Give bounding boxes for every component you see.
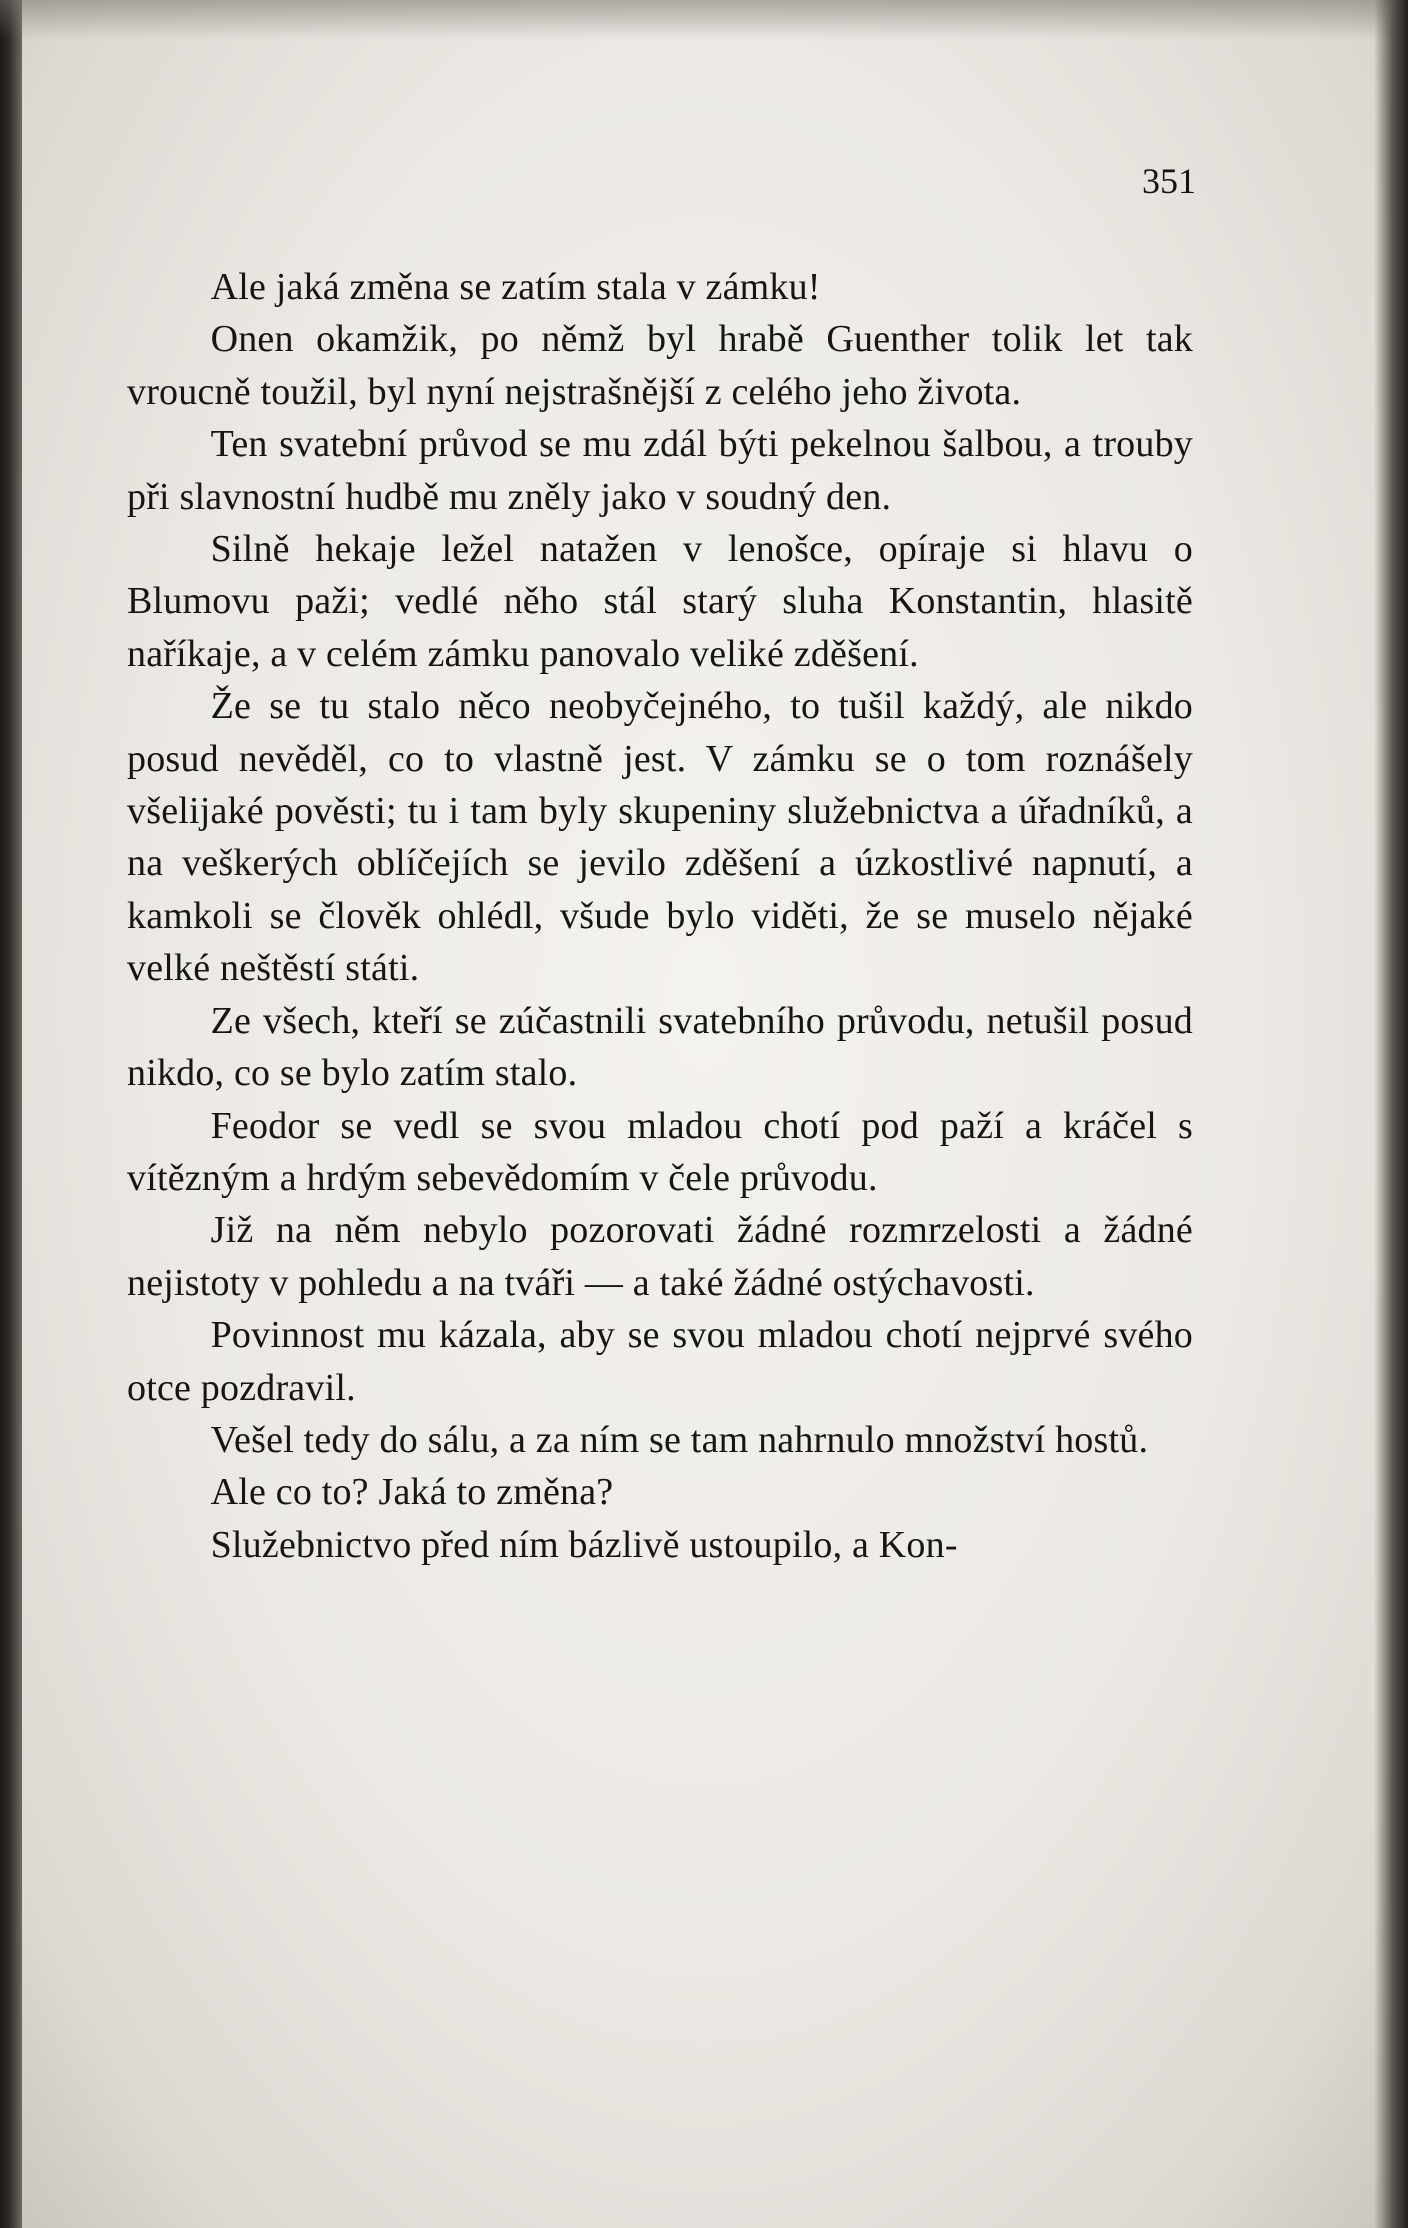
paragraph: Již na něm nebylo pozorovati žádné rozmrzelosti a žádné nejistoty v pohledu a na tváři — a také žádné ostýchavosti.	[127, 1209, 1193, 1304]
paragraph: Ale jaká změna se zatím stala v zámku!	[210, 266, 821, 308]
paragraph: Ale co to? Jaká to změna?	[210, 1471, 614, 1514]
paragraph: Ze všech, kteří se zúčastnili svatebního průvodu, netušil posud nikdo, co se bylo zatím stalo.	[127, 999, 1193, 1095]
paragraph: Silně hekaje ležel natažen v lenošce, opíraje si hlavu o Blumovu paži; vedlé něho stál starý sluha Konstantin, hlasitě naříkaje, a v celém zámku panovalo veliké zděšení.	[127, 528, 1193, 675]
page-number: 351	[1142, 161, 1196, 201]
paragraph: Vešel tedy do sálu, a za ním se tam nahrnulo množství hostů.	[210, 1418, 1149, 1461]
paragraph: Feodor se vedl se svou mladou chotí pod paží a kráčel s vítězným a hrdým sebevědomím v čele průvodu.	[127, 1104, 1193, 1199]
body-text	[127, 261, 1193, 1571]
book-spine-shadow	[0, 0, 22, 2228]
paragraph: Že se tu stalo něco neobyčejného, to tušil každý, ale nikdo posud nevěděl, co to vlastně jest. V zámku se o tom roznášely všelijaké pověsti; tu i tam byly skupeniny služebnictva a úřadníků, a na veškerých oblíčejích se jevilo zděšení a úzkostlivé napnutí, a kamkoli se člověk ohlédl, všude bylo viděti, že se muselo nějaké velké neštěstí státi.	[127, 685, 1193, 990]
page-edge-shadow	[1374, 0, 1408, 2228]
paragraph: Povinnost mu kázala, aby se svou mladou chotí nejprvé svého otce pozdravil.	[127, 1314, 1193, 1409]
paragraph: Služebnictvo před ním bázlivě ustoupilo, a Kon-	[210, 1523, 958, 1566]
paragraph: Ten svatební průvod se mu zdál býti pekelnou šalbou, a trouby při slavnostní hudbě mu zněly jako v soudný den.	[127, 423, 1193, 518]
top-edge-shadow	[0, 0, 1408, 40]
paragraph: Onen okamžik, po němž byl hrabě Guenther tolik let tak vroucně toužil, byl nyní nejstrašnější z celého jeho života.	[127, 318, 1193, 413]
